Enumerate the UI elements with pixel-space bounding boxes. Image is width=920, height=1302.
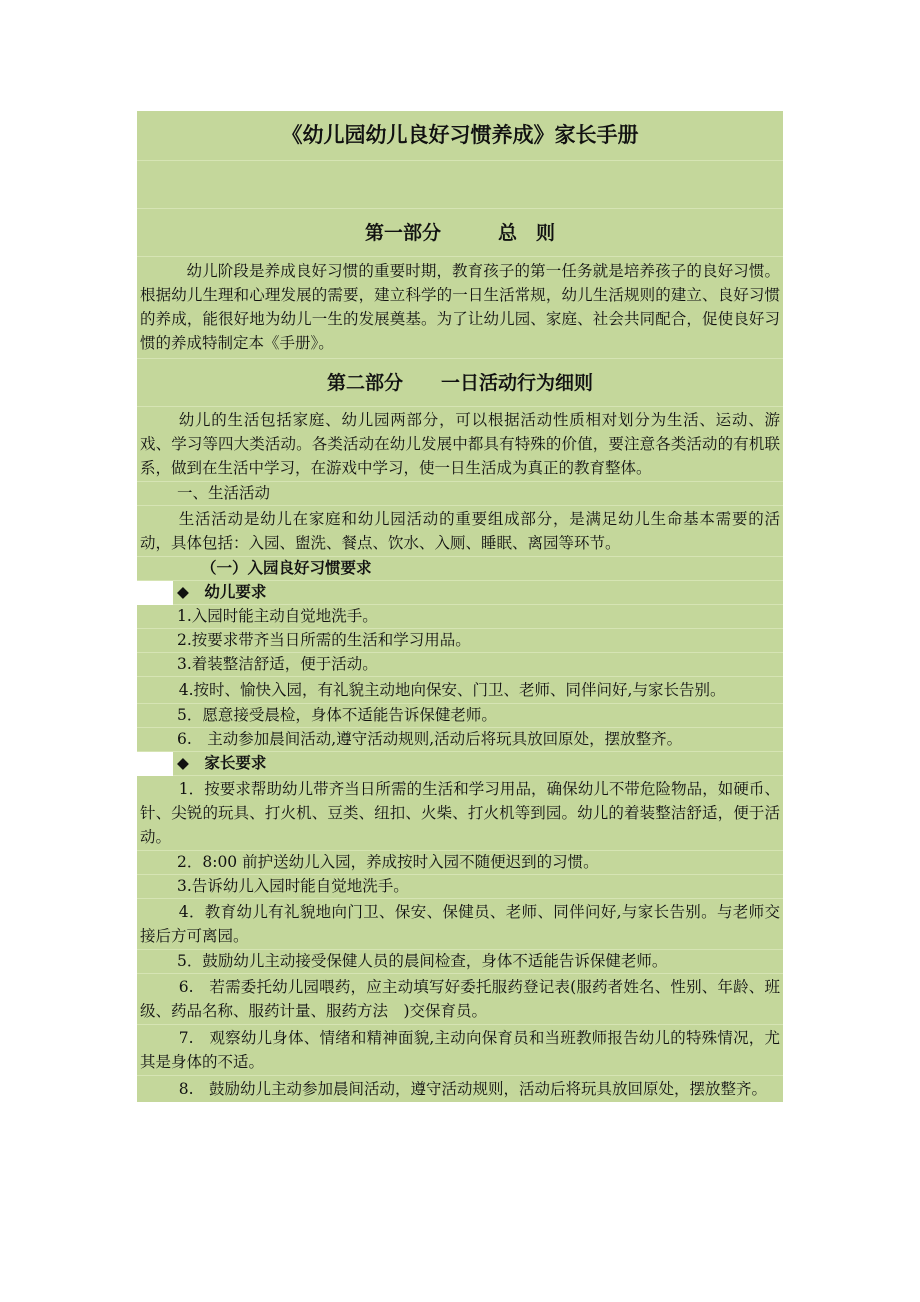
list-item: 5．鼓励幼儿主动接受保健人员的晨间检查，身体不适能告诉保健老师。 <box>137 950 783 974</box>
handbook-block <box>137 111 783 1102</box>
subsection-arrival-title <box>137 557 783 581</box>
section-life-activities-title: 一、生活活动 <box>137 482 783 506</box>
part2-intro: 幼儿的生活包括家庭、幼儿园两部分，可以根据活动性质相对划分为生活、运动、游戏、学习等四大类活动。各类活动在幼儿发展中都具有特殊的价值，要注意各类活动的有机联系，做到在生活中学习，在游戏中学习，使一日生活成为真正的教育整体。 <box>137 407 783 482</box>
list-item: 7. 观察幼儿身体、情绪和精神面貌,主动向保育员和当班教师报告幼儿的特殊情况，尤其是身体的不适。 <box>137 1025 783 1076</box>
document-title: 《幼儿园幼儿良好习惯养成》家长手册 <box>137 111 783 161</box>
list-item: 2.按要求带齐当日所需的生活和学习用品。 <box>137 629 783 653</box>
parent-requirements-heading: ◆ 家长要求 <box>177 754 267 772</box>
section-life-activities-text: 生活活动是幼儿在家庭和幼儿园活动的重要组成部分，是满足幼儿生命基本需要的活动，具体包括：入园、盥洗、餐点、饮水、入厕、睡眠、离园等环节。 <box>137 506 783 557</box>
list-item: 1．按要求帮助幼儿带齐当日所需的生活和学习用品，确保幼儿不带危险物品，如硬币、针、尖锐的玩具、打火机、豆类、纽扣、火柴、打火机等到园。幼儿的着装整洁舒适，便于活动。 <box>137 776 783 851</box>
part1-heading: 第一部分 总 则 <box>137 209 783 257</box>
child-requirements-heading: ◆ 幼儿要求 <box>177 583 267 601</box>
subsection-arrival-label: （一）入园良好习惯要求 <box>201 559 372 577</box>
list-item: 3.告诉幼儿入园时能自觉地洗手。 <box>137 875 783 899</box>
part1-paragraph: 幼儿阶段是养成良好习惯的重要时期，教育孩子的第一任务就是培养孩子的良好习惯。根据幼儿生理和心理发展的需要，建立科学的一日生活常规，幼儿生活规则的建立、良好习惯的养成，能很好地为幼儿一生的发展奠基。为了让幼儿园、家庭、社会共同配合，促使良好习惯的养成特制定本《手册》。 <box>137 257 783 359</box>
list-item: 1.入园时能主动自觉地洗手。 <box>137 605 783 629</box>
bullet-margin <box>137 752 173 776</box>
list-item: 2．8:00 前护送幼儿入园，养成按时入园不随便迟到的习惯。 <box>137 851 783 875</box>
list-item: 5．愿意接受晨检，身体不适能告诉保健老师。 <box>137 704 783 728</box>
blank-row <box>137 161 783 209</box>
list-item: 4．教育幼儿有礼貌地向门卫、保安、保健员、老师、同伴问好,与家长告别。与老师交接后方可离园。 <box>137 899 783 950</box>
bullet-margin <box>137 581 173 605</box>
list-item: 6. 主动参加晨间活动,遵守活动规则,活动后将玩具放回原处，摆放整齐。 <box>137 728 783 752</box>
parent-requirements-heading-row <box>137 752 783 776</box>
list-item: 4.按时、愉快入园，有礼貌主动地向保安、门卫、老师、同伴问好,与家长告别。 <box>137 677 783 704</box>
list-item: 3.着装整洁舒适，便于活动。 <box>137 653 783 677</box>
list-item: 8. 鼓励幼儿主动参加晨间活动，遵守活动规则，活动后将玩具放回原处，摆放整齐。 <box>178 1080 768 1098</box>
child-requirements-heading-row <box>137 581 783 605</box>
part2-heading: 第二部分 一日活动行为细则 <box>137 359 783 407</box>
list-item: 6. 若需委托幼儿园喂药，应主动填写好委托服药登记表(服药者姓名、性别、年龄、班级、药品名称、服药计量、服药方法 )交保育员。 <box>137 974 783 1025</box>
